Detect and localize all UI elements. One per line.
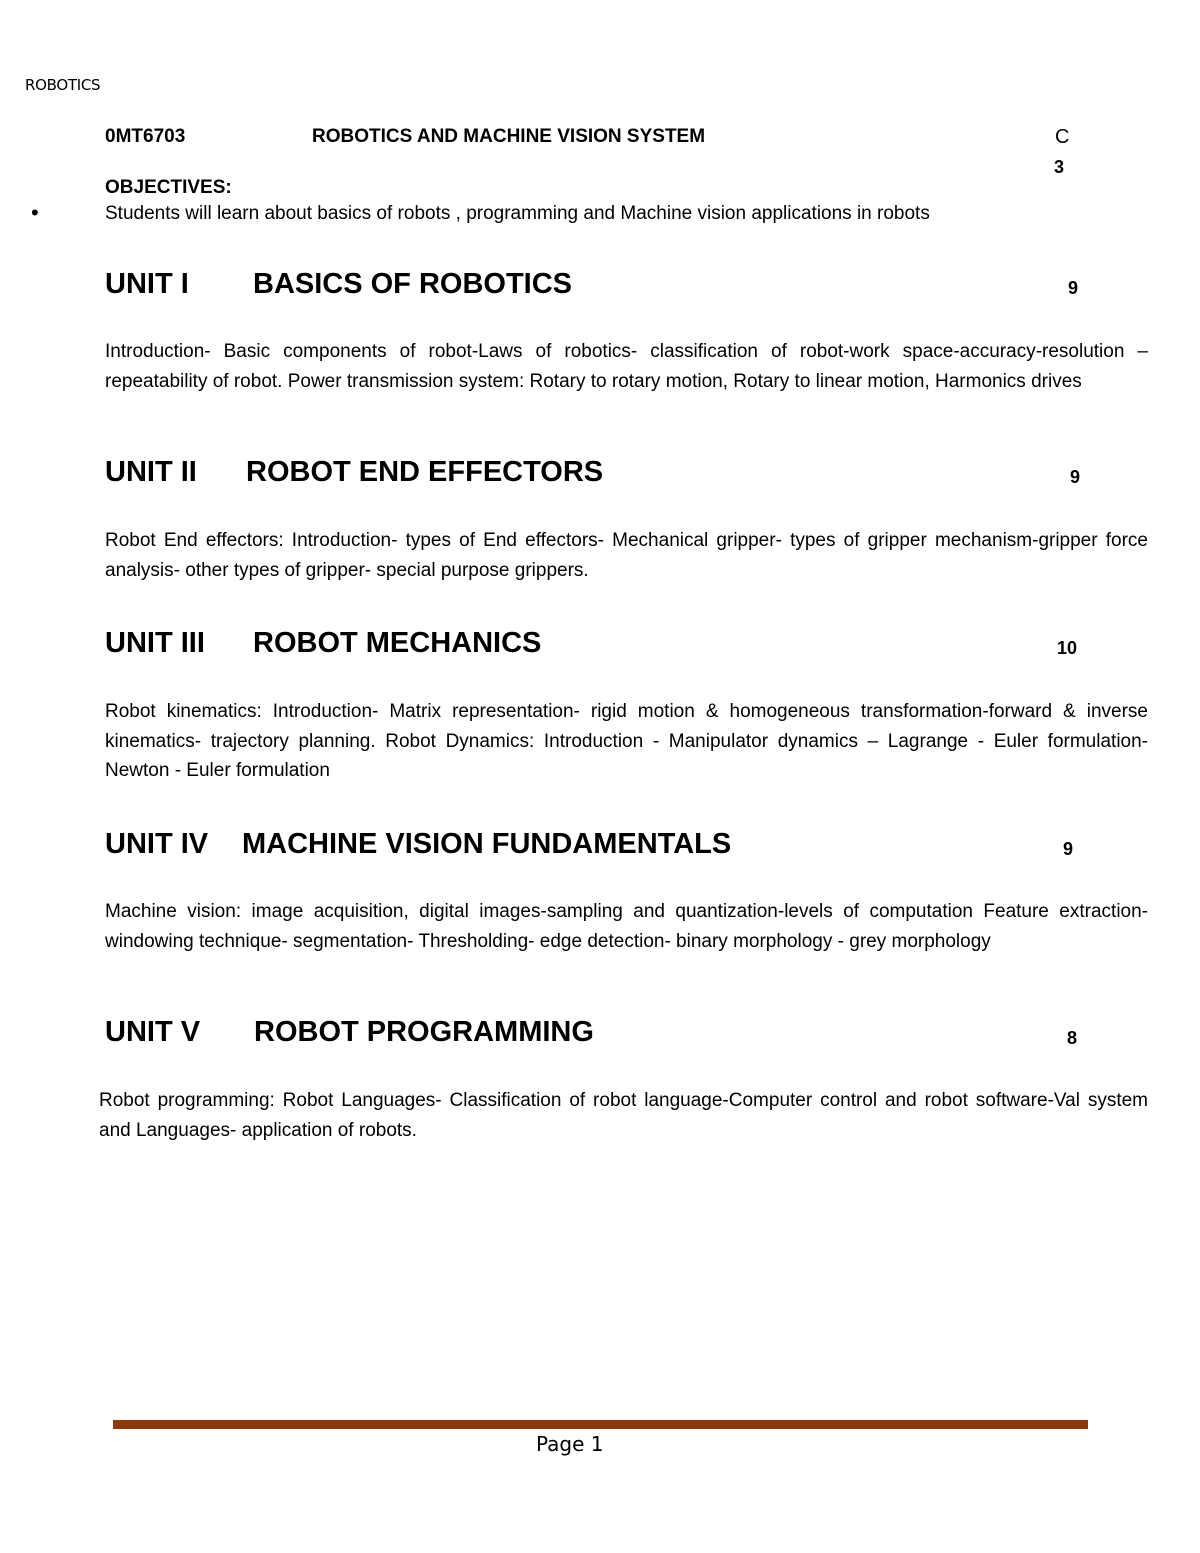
objectives-heading: OBJECTIVES: (105, 177, 232, 198)
unit-1-description: Introduction- Basic components of robot-Laws of robotics- classification of robot-work space-accuracy-resolution –repeatability of robot. Power transmission system: Rotary to rotary motion, Rotary to linear motion, Harmonics drives (105, 341, 1148, 392)
credit-value: 3 (1054, 157, 1065, 177)
objective-item: Students will learn about basics of robots , programming and Machine vision applications in robots (105, 203, 930, 224)
footer-divider (113, 1420, 1088, 1429)
unit-4-hours: 9 (1063, 839, 1074, 859)
course-title: ROBOTICS AND MACHINE VISION SYSTEM (312, 126, 706, 147)
unit-1-label: UNIT I (105, 268, 189, 300)
unit-2-description: Robot End effectors: Introduction- types of End effectors- Mechanical gripper- types of gripper mechanism-gripper force analysis- other types of gripper- special purpose grippers. (105, 530, 1148, 581)
unit-3-hours: 10 (1057, 638, 1078, 658)
credit-label: C (1055, 126, 1070, 148)
unit-1-title: BASICS OF ROBOTICS (253, 268, 573, 300)
unit-5-label: UNIT V (105, 1016, 201, 1048)
unit-1-hours: 9 (1068, 278, 1079, 298)
course-code: 0MT6703 (105, 126, 186, 147)
unit-2-title: ROBOT END EFFECTORS (246, 456, 604, 488)
unit-4-label: UNIT IV (105, 828, 209, 860)
unit-4-description: Machine vision: image acquisition, digital images-sampling and quantization-levels of computation Feature extraction-windowing technique- segmentation- Thresholding- edge detection- binary morphology - grey morphology (105, 901, 1148, 952)
running-header: ROBOTICS (25, 76, 101, 94)
unit-2-hours: 9 (1070, 467, 1081, 487)
unit-2-label: UNIT II (105, 456, 197, 488)
page-number: Page 1 (536, 1432, 604, 1456)
bullet-icon: • (31, 200, 39, 225)
unit-5-title: ROBOT PROGRAMMING (254, 1016, 594, 1048)
unit-5-hours: 8 (1067, 1028, 1078, 1048)
unit-5-description: Robot programming: Robot Languages- Classification of robot language-Computer control and robot software-Val system and Languages- application of robots. (99, 1090, 1148, 1141)
unit-3-description: Robot kinematics: Introduction- Matrix representation- rigid motion & homogeneous transformation-forward & inverse kinematics- trajectory planning. Robot Dynamics: Introduction - Manipulator dynamics – Lagrange - Euler formulation- Newton - Euler formulation (105, 701, 1148, 781)
unit-4-title: MACHINE VISION FUNDAMENTALS (242, 828, 732, 860)
unit-3-label: UNIT III (105, 627, 205, 659)
unit-3-title: ROBOT MECHANICS (253, 627, 542, 659)
